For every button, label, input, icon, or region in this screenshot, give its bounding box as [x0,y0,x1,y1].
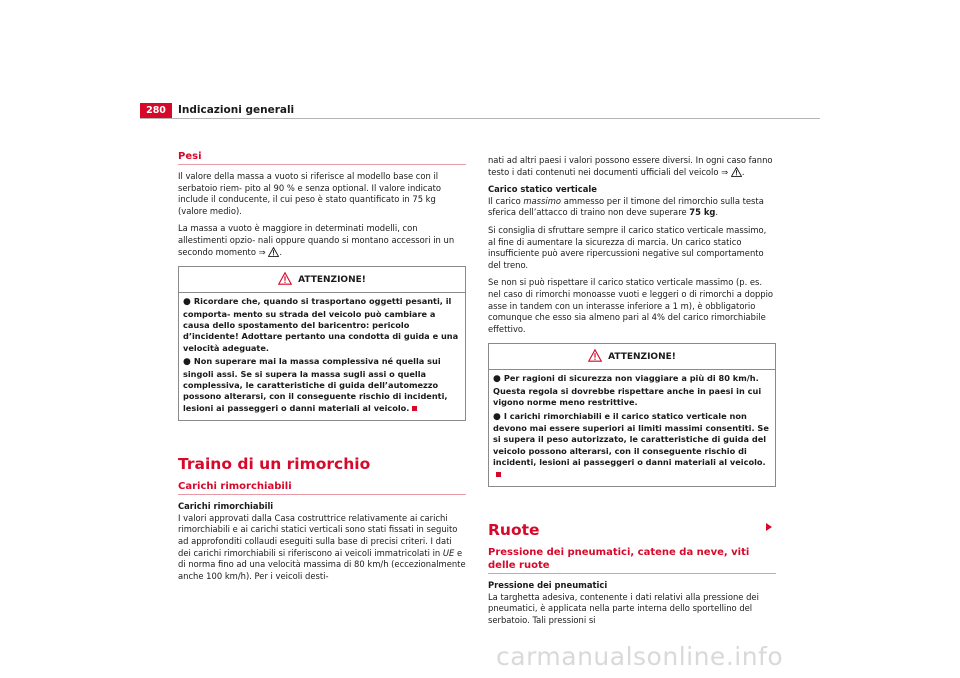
emphasis: UE [442,547,455,558]
warning-item-text: Per ragioni di sicurezza non viaggiare a più di 80 km/h. Questa regola si dovrebbe rispettare anche in paesi in cui vigono norme meno restrittive. [493,373,762,408]
warning-item [179,296,465,356]
right-column [488,155,776,632]
warning-header [179,267,465,293]
paragraph: Il valore della massa a vuoto si riferisce al modello base con il serbatoio riem- pito al 90 % e senza optional. Il valore indicato include il conducente, il cui peso è stato quantificato in 75 kg (valore medio). [178,171,442,216]
paragraph: Si consiglia di sfruttare sempre il carico statico verticale massimo, al fine di aumentare la sicurezza di marcia. Un carico statico insufficiente può avere ripercussioni negative sul comportamento del treno. [488,224,767,270]
warning-item [489,411,775,482]
subheading: Carico statico verticale [488,184,597,195]
emphasis: massimo [523,195,562,206]
paragraph-text: ammesso per il timone del rimorchio sulla testa sferica dell’attacco di traino non deve superare [488,195,764,218]
chapter-title-ruote: Ruote [488,520,540,539]
warning-item-text: Ricordare che, quando si trasportano oggetti pesanti, il comporta- mento su strada del veicolo può cambiare a causa dello spostamento del baricentro: pericolo d’incidente! Adottare pertanto una condotta di guida e una velocità adeguate. [183,296,459,353]
paragraph: La massa a vuoto è maggiore in determinati modelli, con allestimenti opzio- nali oppure quando si montano accessori in un secondo momento ⇒ . [178,223,455,257]
warning-box [178,266,466,421]
warning-icon [268,247,279,257]
paragraph-text: nati ad altri paesi i valori possono essere diversi. In ogni caso fanno testo i dati contenuti nei documenti ufficiali del veicolo ⇒ [488,155,773,177]
warning-title: ATTENZIONE! [298,275,366,286]
section-title-carichi: Carichi rimorchiabili [178,480,466,495]
paragraph-text: e di norma fino ad una velocità massima di 80 km/h (eccezionalmente anche 100 km/h). Per i veicoli desti- [178,547,466,581]
page-number: 280 [140,103,172,118]
subheading: Pressione dei pneumatici [488,579,608,590]
end-marker-icon [412,406,417,411]
warning-item-text: I carichi rimorchiabili e il carico statico verticale non devono mai essere superiori ai limiti massimi consentiti. Se si supera il peso autorizzato, le caratteristiche di guida del veicolo possono alterarsi, con il conseguente rischio di incidenti, lesioni ai passeggeri o danni materiali al veicolo. [493,410,769,468]
warning-title: ATTENZIONE! [608,352,676,363]
watermark: carmanualsonline.info [496,642,784,671]
section-title-pesi: Pesi [178,150,466,165]
paragraph: La targhetta adesiva, contenente i dati relativi alla pressione dei pneumatici, è applicata nella parte interna dello sportellino del serbatoio. Tali pressioni si [488,591,759,625]
warning-item-text: Non superare mai la massa complessiva né quella sui singoli assi. Se si supera la massa sugli assi o quella complessiva, le caratteristiche di guida dell’automezzo possono alterarsi, con il conseguente rischio di incidenti, lesioni ai passeggeri o danni materiali al veicolo. [183,356,448,413]
paragraph-text: Il carico [488,195,521,206]
warning-box [488,343,776,487]
paragraph: nati ad altri paesi i valori possono essere diversi. In ogni caso fanno testo i dati contenuti nei documenti ufficiali del veicolo ⇒ . [488,155,773,177]
paragraph-text: La massa a vuoto è maggiore in determinati modelli, con allestimenti opzio- nali oppure quando si montano accessori in un secondo momento ⇒ [178,223,455,257]
left-column [178,150,466,588]
warning-triangle-icon [278,272,292,285]
bullet-icon: ● [183,297,191,308]
warning-header [489,344,775,370]
warning-icon [731,167,742,177]
paragraph [178,513,466,583]
bullet-icon: ● [493,374,501,385]
paragraph: Se non si può rispettare il carico statico verticale massimo (p. es. nel caso di rimorchi monoasse vuoti e leggeri o di rimorchi a doppio asse in tandem con un interasse inferiore a 1 m), è obbligatorio comunque che esso sia almeno pari al 4% del carico rimorchiabile effettivo. [488,277,774,334]
paragraph-text: I valori approvati dalla Casa costruttrice relativamente ai carichi rimorchiabili e ai carichi statici verticali sono stati fissati in seguito ad approfonditi collaudi eseguiti sulla base di precisi criteri. I dati dei carichi rimorchiabili si riferiscono ai veicoli immatricolati in [178,512,458,558]
bold-value: 75 kg [689,207,716,218]
page-header-title: Indicazioni generali [178,104,295,116]
warning-item [489,373,775,410]
paragraph: Il carico massimo ammesso per il timone del rimorchio sulla testa sferica dell’attacco di traino non deve superare 75 kg. [488,195,764,218]
warning-item [179,356,465,416]
bullet-icon: ● [493,411,501,422]
warning-triangle-icon [588,349,602,362]
continue-arrow-icon [766,523,772,531]
section-title-pressione: Pressione dei pneumatici, catene da neve, viti delle ruote [488,546,776,574]
subheading: Carichi rimorchiabili [178,501,274,512]
end-marker-icon [496,472,501,477]
chapter-title-traino: Traino di un rimorchio [178,455,371,474]
header-rule [140,118,820,119]
bullet-icon: ● [183,357,191,368]
